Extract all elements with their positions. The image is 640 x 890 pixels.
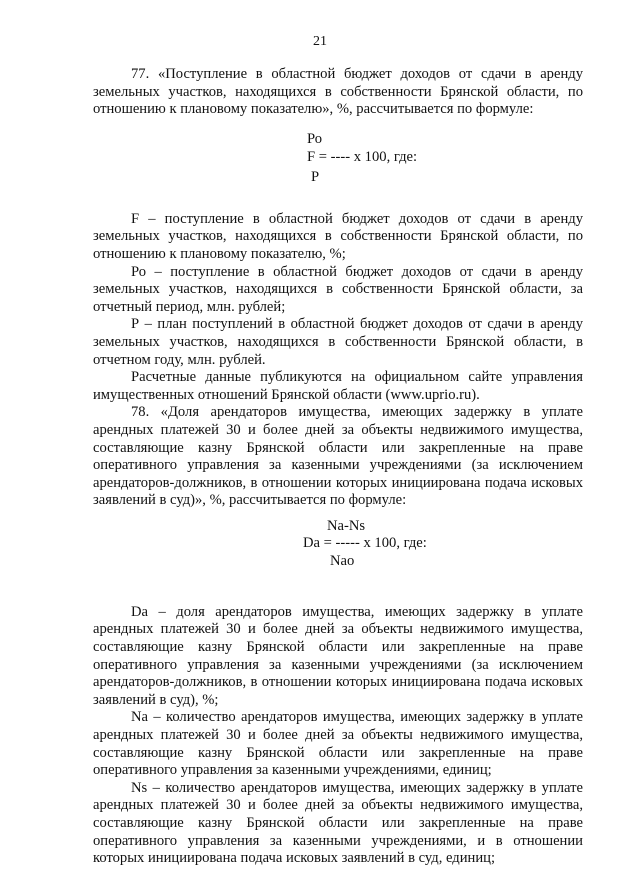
page-number: 21 — [313, 34, 327, 49]
document-body — [93, 66, 583, 868]
section-77-intro: 77. «Поступление в областной бюджет доходов от сдачи в аренду земельных участков, находящихся в собственности Брянской области, по отношению к плановому показателю», %, рассчитывается по формуле: — [93, 66, 583, 118]
formula-f-numerator: Ро — [307, 130, 323, 147]
formula-da — [93, 516, 583, 592]
definition-na: Na – количество арендаторов имущества, имеющих задержку в уплате арендных платежей 30 и более дней за объекты недвижимого имущества, составляющие казну Брянской области или закрепленные на праве оперативного управления за казенными учреждениями, единиц; — [93, 709, 583, 779]
formula-da-expression: Da = ----- x 100, где: — [303, 534, 427, 551]
section-78-intro: 78. «Доля арендаторов имущества, имеющих задержку в уплате арендных платежей 30 и более дней за объекты недвижимого имущества, составляющие казну Брянской области или закрепленные на праве оперативного управления за казенными учреждениями (за исключением арендаторов-должников, в отношении которых инициирована подача исковых заявлений в суд)», %, рассчитывается по формуле: — [93, 404, 583, 509]
formula-da-denominator: Nao — [330, 552, 355, 569]
definition-p: Р – план поступлений в областной бюджет доходов от сдачи в аренду земельных участков, находящихся в собственности Брянской области, в отчетном году, млн. рублей. — [93, 316, 583, 368]
definition-f: F – поступление в областной бюджет доходов от сдачи в аренду земельных участков, находящихся в собственности Брянской области, по отношению к плановому показателю, %; — [93, 210, 583, 262]
definition-po: Ро – поступление в областной бюджет доходов от сдачи в аренду земельных участков, находящихся в собственности Брянской области, за отчетный период, млн. рублей; — [93, 263, 583, 315]
definition-ns: Ns – количество арендаторов имущества, имеющих задержку в уплате арендных платежей 30 и более дней за объекты недвижимого имущества, составляющие казну Брянской области или закрепленные на праве оперативного управления за казенными учреждениями, и в отношении которых инициирована подача исковых заявлений в суд, единиц; — [93, 779, 583, 867]
formula-da-numerator: Na-Ns — [327, 517, 366, 534]
formula-f — [93, 123, 583, 203]
definition-da: Da – доля арендаторов имущества, имеющих задержку в уплате арендных платежей 30 и более дней за объекты недвижимого имущества, составляющие казну Брянской области или закрепленные на праве оперативного управления за казенными учреждениями (за исключением арендаторов-должников, в отношении которых инициирована подача исковых заявлений в суд), %; — [93, 603, 583, 708]
formula-f-expression: F = ---- x 100, где: — [307, 148, 418, 165]
section-77-note: Расчетные данные публикуются на официальном сайте управления имущественных отношений Брянской области (www.uprio.ru). — [93, 369, 583, 403]
formula-f-denominator: Р — [311, 168, 320, 185]
